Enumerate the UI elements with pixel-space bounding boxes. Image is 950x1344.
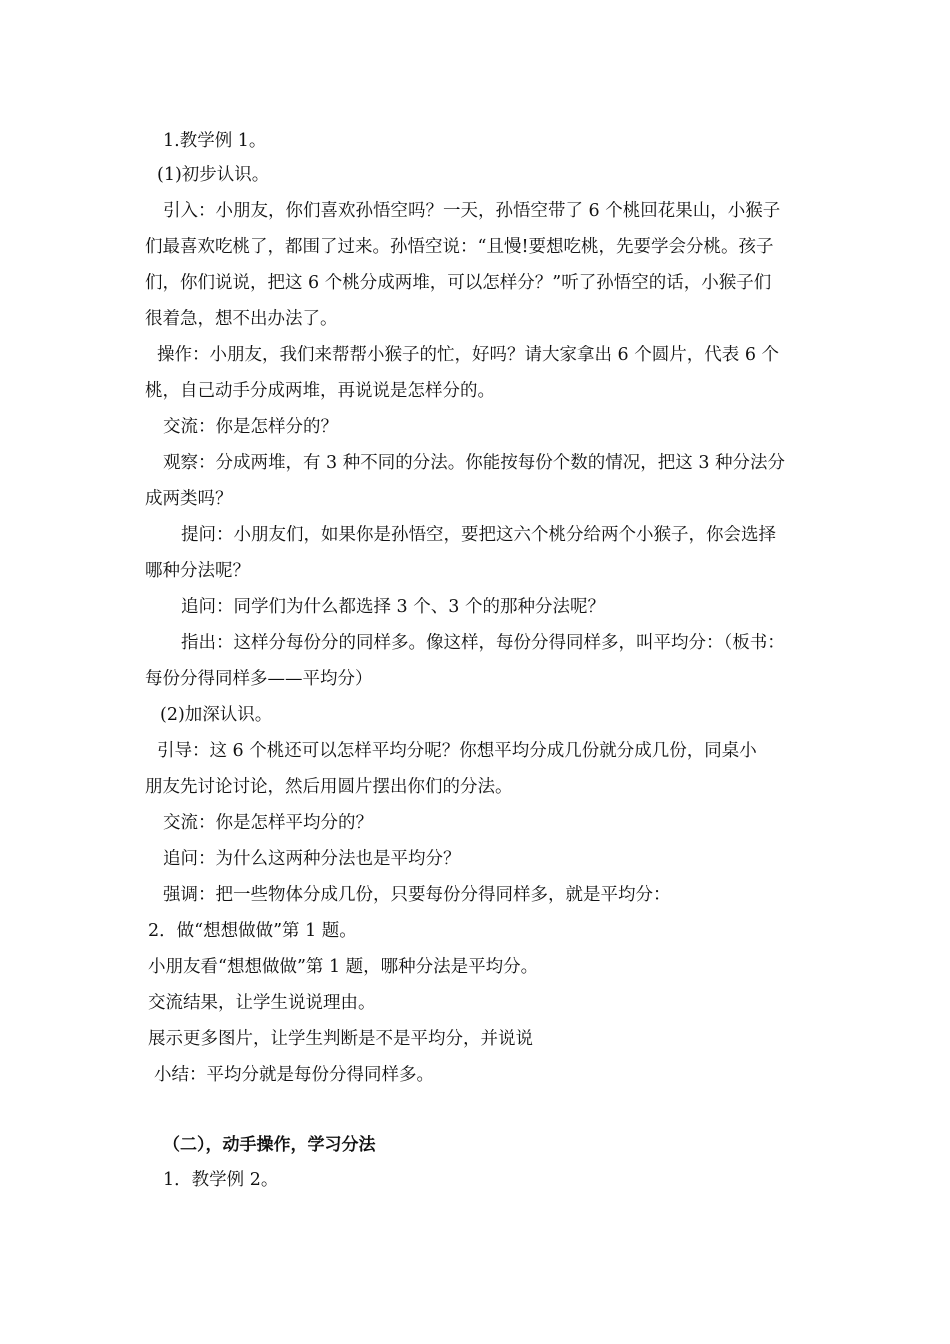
paragraph-line: 引导：这 6 个桃还可以怎样平均分呢？你想平均分成几份就分成几份，同桌小 [157,741,757,761]
paragraph-line: 交流：你是怎样分的？ [163,417,338,437]
paragraph-line: 1．教学例 2。 [163,1170,279,1190]
paragraph-line: 成两类吗？ [145,489,233,509]
paragraph-line: 展示更多图片，让学生判断是不是平均分，并说说 [148,1029,533,1049]
paragraph-line: 交流结果，让学生说说理由。 [148,993,376,1013]
paragraph-line: 哪种分法呢？ [145,561,250,581]
section-heading: （二），动手操作，学习分法 [163,1135,376,1155]
paragraph-line: 提问：小朋友们，如果你是孙悟空，要把这六个桃分给两个小猴子，你会选择 [181,525,776,545]
paragraph-line: 交流：你是怎样平均分的？ [163,813,373,833]
paragraph-line: 强调：把一些物体分成几份，只要每份分得同样多，就是平均分： [163,885,671,905]
paragraph-line: 引入：小朋友，你们喜欢孙悟空吗？一天，孙悟空带了 6 个桃回花果山，小猴子 [163,201,781,221]
paragraph-line: 每份分得同样多——平均分） [145,669,373,689]
paragraph-line: 2．做“想想做做”第 1 题。 [148,921,357,941]
paragraph-line: 操作：小朋友，我们来帮帮小猴子的忙，好吗？请大家拿出 6 个圆片，代表 6 个 [157,345,780,365]
paragraph-line: 观察：分成两堆，有 3 种不同的分法。你能按每份个数的情况，把这 3 种分法分 [163,453,786,473]
paragraph-line: 们最喜欢吃桃了，都围了过来。孙悟空说：“且慢!要想吃桃，先要学会分桃。孩子 [145,237,774,257]
paragraph-line: 们，你们说说，把这 6 个桃分成两堆，可以怎样分？”听了孙悟空的话，小猴子们 [145,273,772,293]
paragraph-line: (1)初步认识。 [157,165,270,185]
paragraph-line: 小结：平均分就是每份分得同样多。 [154,1065,434,1085]
paragraph-line: (2)加深认识。 [160,705,273,725]
paragraph-line: 朋友先讨论讨论，然后用圆片摆出你们的分法。 [145,777,513,797]
paragraph-line: 指出：这样分每份分的同样多。像这样，每份分得同样多，叫平均分：（板书： [181,633,785,653]
paragraph-line: 1.教学例 1。 [163,131,267,151]
paragraph-line: 追问：为什么这两种分法也是平均分？ [163,849,461,869]
paragraph-line: 追问：同学们为什么都选择 3 个、3 个的那种分法呢？ [181,597,605,617]
paragraph-line: 小朋友看“想想做做”第 1 题，哪种分法是平均分。 [148,957,539,977]
paragraph-line: 很着急，想不出办法了。 [145,309,338,329]
paragraph-line: 桃，自己动手分成两堆，再说说是怎样分的。 [145,381,495,401]
